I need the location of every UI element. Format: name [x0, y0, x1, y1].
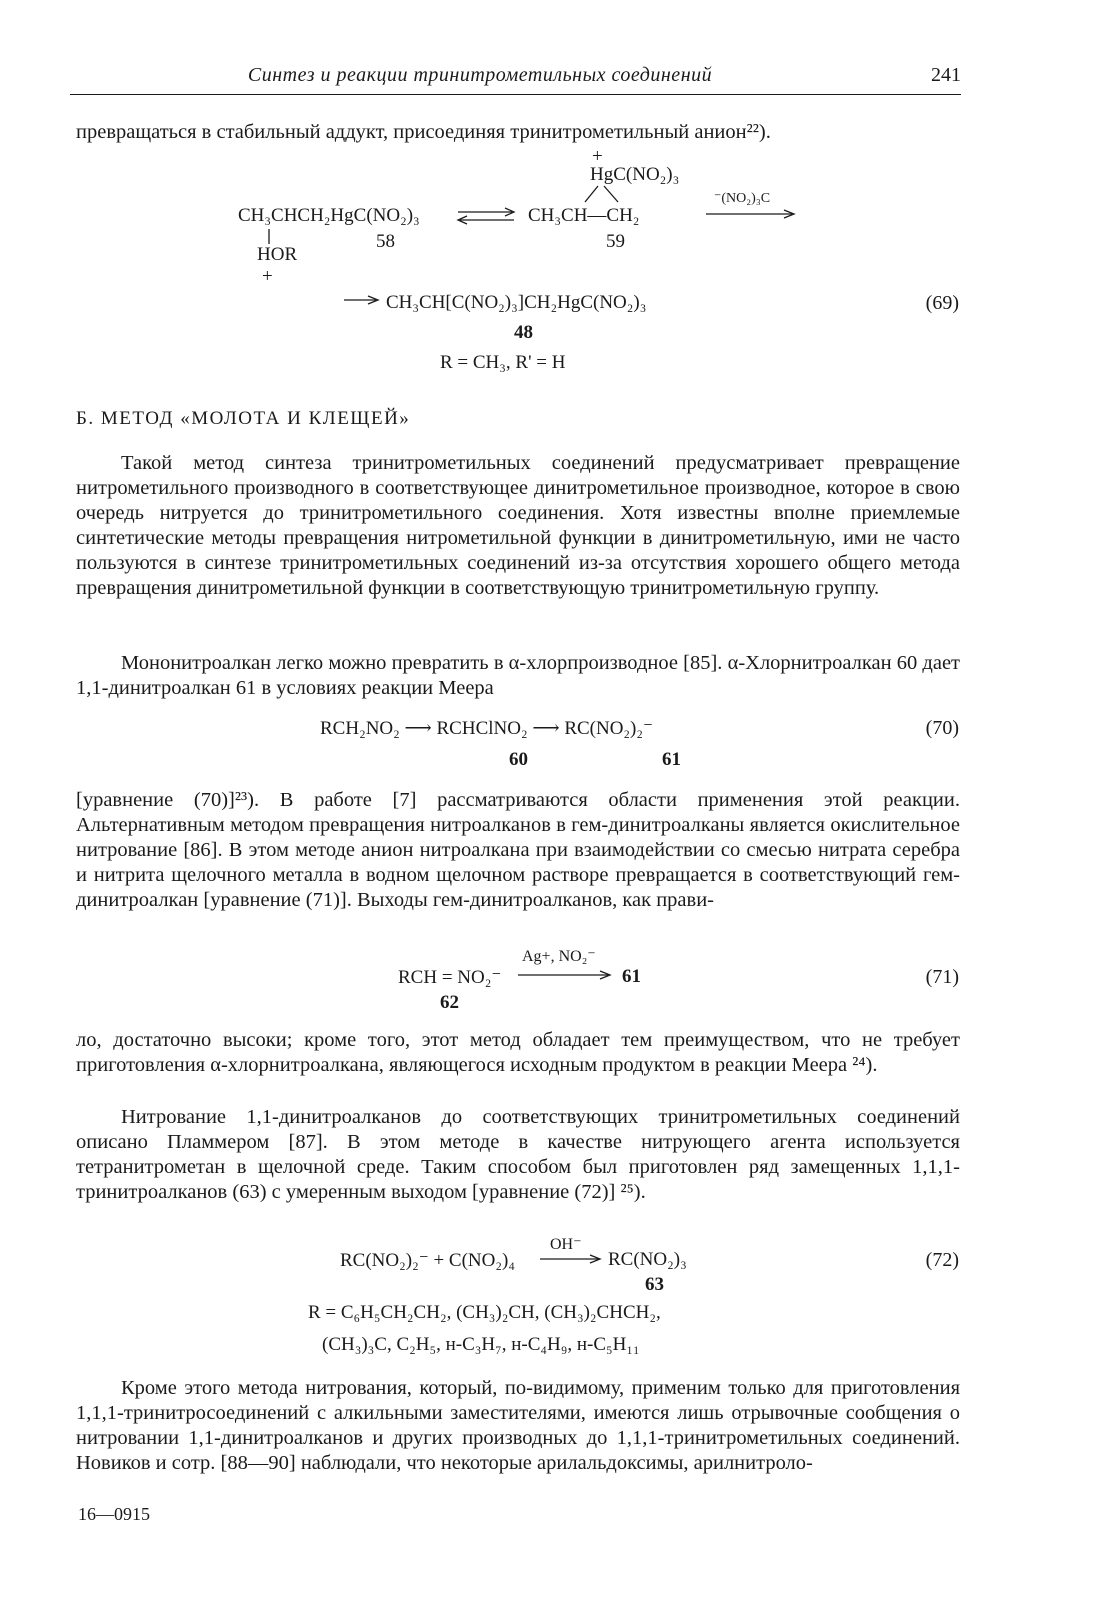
eq69-middle-formula: CH₃CH—CH₂ — [528, 205, 640, 226]
page-number: 241 — [931, 64, 961, 86]
signature-mark: 16—0915 — [78, 1504, 150, 1524]
eq69-plus-bottom: + — [262, 266, 273, 287]
eq69-r-definition: R = CH₃, R' = H — [440, 352, 566, 373]
eq72-number: (72) — [925, 1249, 959, 1271]
eq72-product: RC(NO₂)₃ — [608, 1249, 687, 1270]
eq71-product: 61 — [622, 966, 641, 987]
eq69-label-58: 58 — [376, 231, 395, 252]
eq69-hor: HOR — [257, 244, 298, 265]
paragraph-6: Кроме этого метода нитрования, который, по-видимому, применим только для приготовления 1,1,1-тринитросоединений с алкильными заместителями, имеются лишь отрывочные сообщения о нитровании 1,1-динитроалканов и других производных до 1,1,1-тринитрометильных соединений. Новиков и сотр. [88—90] наблюдали, что некоторые арилальдоксимы, арилнитроло- — [76, 1377, 960, 1474]
eq69-reagent: ⁻(NO₂)₃C — [714, 191, 771, 206]
eq69-label-59: 59 — [606, 231, 625, 252]
eq71-label-62: 62 — [440, 992, 459, 1013]
eq69-bond-hg-right — [604, 186, 618, 202]
eq69-number: (69) — [925, 292, 959, 314]
paragraph-3: [уравнение (70)]²³). В работе [7] рассматриваются области применения этой реакции. Альтернативным методом превращения нитроалканов в гем-динитроалканы является окислительное нитрование [86]. В этом методе анион нитроалкана при взаимодействии со смесью нитрата серебра и нитрита щелочного металла в водном щелочном растворе превращается в соответствующий гем-динитроалкан [уравнение (71)]. Выходы гем-динитроалканов, как прави- — [76, 789, 960, 911]
eq69-plus-top: + — [592, 146, 603, 167]
eq70-label-60: 60 — [509, 749, 528, 770]
section-heading: Б. МЕТОД «МОЛОТА И КЛЕЩЕЙ» — [76, 408, 411, 429]
eq70-label-61: 61 — [662, 749, 681, 770]
eq71-left-formula: RCH = NO₂⁻ — [398, 967, 502, 988]
eq71-reagent: Ag+, NO₂⁻ — [522, 948, 596, 965]
paragraph-2: Мононитроалкан легко можно превратить в α-хлорпроизводное [85]. α-Хлорнитроалкан 60 дает 1,1-динитроалкан 61 в условиях реакции Меера — [76, 652, 960, 699]
eq72-reagent: OH⁻ — [550, 1236, 582, 1253]
eq69-hg-substituent: HgC(NO₂)₃ — [590, 164, 680, 185]
eq70-number: (70) — [925, 717, 959, 739]
eq69-product: CH₃CH[C(NO₂)₃]CH₂HgC(NO₂)₃ — [386, 292, 647, 313]
eq69-bond-hg-left — [585, 186, 598, 202]
eq69-left-formula: CH₃CHCH₂HgC(NO₂)₃ — [238, 205, 420, 226]
intro-paragraph: превращаться в стабильный аддукт, присоединяя тринитрометильный анион²²). — [76, 121, 771, 143]
paragraph-5: Нитрование 1,1-динитроалканов до соответствующих тринитрометильных соединений описано Пламмером [87]. В этом методе в качестве нитрующего агента используется тетранитрометан в щелочной среде. Таким способом был приготовлен ряд замещенных 1,1,1-тринитроалканов (63) с умеренным выходом [уравнение (72)] ²⁵). — [76, 1106, 960, 1203]
eq72-label-63: 63 — [645, 1274, 664, 1295]
eq69-label-48: 48 — [514, 322, 533, 343]
eq72-r-line-1: R = C₆H₅CH₂CH₂, (CH₃)₂CH, (CH₃)₂CHCH₂, — [308, 1302, 661, 1323]
eq70-formula: RCH₂NO₂ ⟶ RCHClNO₂ ⟶ RC(NO₂)₂⁻ — [320, 718, 654, 739]
eq72-left-formula: RC(NO₂)₂⁻ + C(NO₂)₄ — [340, 1250, 515, 1271]
paragraph-4: ло, достаточно высоки; кроме того, этот метод обладает тем преимуществом, что не требует приготовления α-хлорнитроалкана, являющегося исходным продуктом в реакции Меера ²⁴). — [76, 1029, 960, 1076]
eq71-number: (71) — [925, 966, 959, 988]
paragraph-1: Такой метод синтеза тринитрометильных соединений предусматривает превращение нитрометильного производного в соответствующее динитрометильное производное, которое в свою очередь нитруется до тринитрометильного соединения. Хотя известны вполне приемлемые синтетические методы превращения нитрометильной функции в динитрометильную, ими не часто пользуются в синтезе тринитрометильных соединений из-за отсутствия хорошего общего метода превращения динитрометильной функции в соответствующую тринитрометильную группу. — [76, 452, 960, 599]
running-title: Синтез и реакции тринитрометильных соединений — [247, 64, 713, 86]
eq72-r-line-2: (CH₃)₃C, C₂H₅, н-C₃H₇, н-C₄H₉, н-C₅H₁₁ — [322, 1334, 640, 1355]
